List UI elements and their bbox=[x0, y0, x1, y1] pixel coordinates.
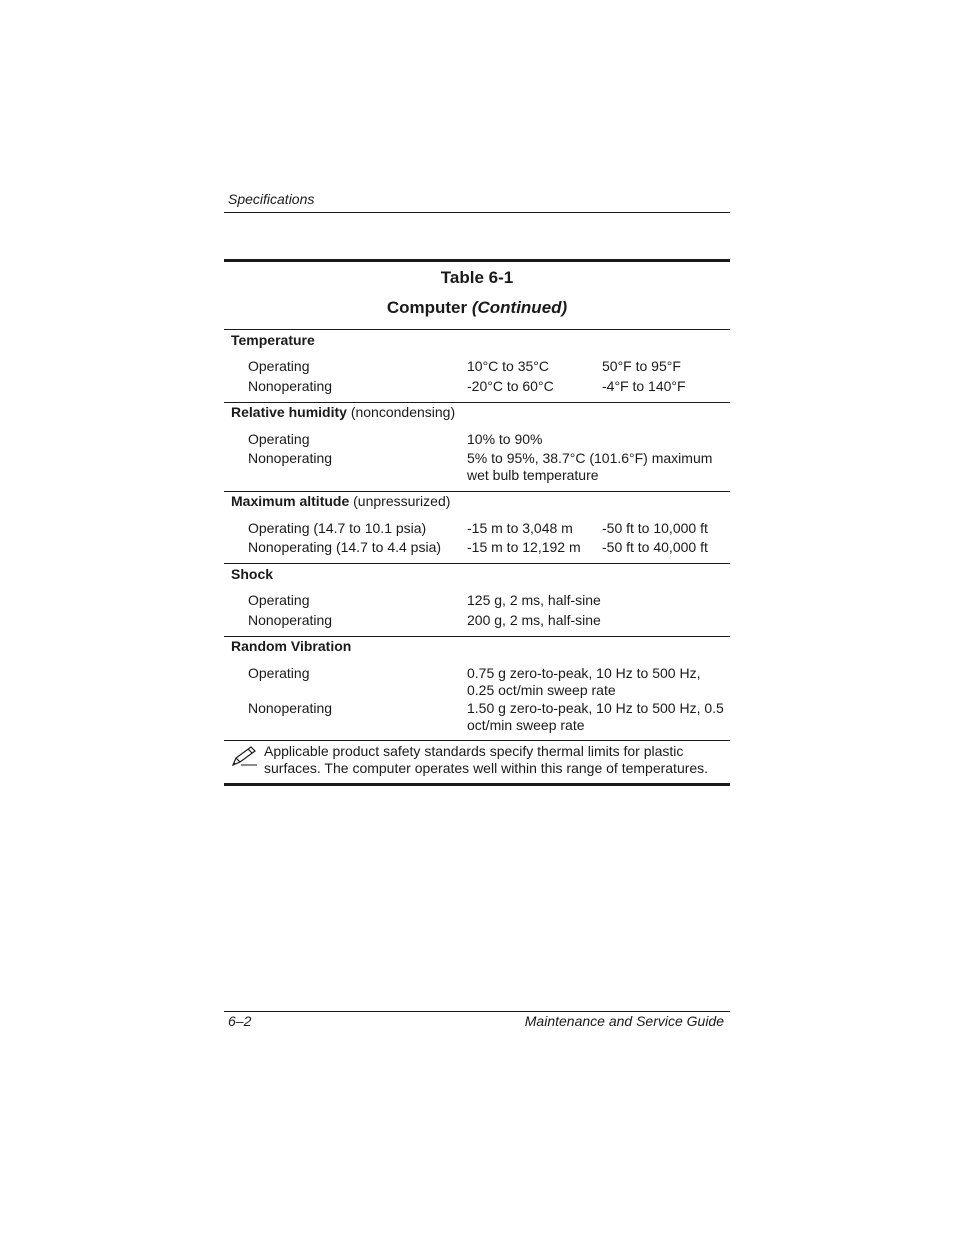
footer-rule bbox=[224, 1011, 730, 1012]
row-label: Operating bbox=[248, 592, 310, 608]
section-divider bbox=[224, 402, 730, 403]
section-heading-altitude bbox=[231, 493, 450, 509]
section-divider bbox=[224, 636, 730, 637]
section-divider bbox=[224, 740, 730, 741]
table-title bbox=[224, 298, 730, 318]
row-metric-value: -15 m to 3,048 m bbox=[467, 520, 573, 536]
row-metric-value: -20°C to 60°C bbox=[467, 378, 554, 394]
header-rule bbox=[224, 212, 730, 213]
table-bottom-rule bbox=[224, 783, 730, 786]
section-heading-vibration bbox=[231, 638, 351, 654]
row-label: Nonoperating bbox=[248, 378, 333, 394]
section-heading-shock bbox=[231, 566, 273, 582]
table-title-main: Computer bbox=[386, 298, 468, 317]
table-number: Table 6-1 bbox=[440, 268, 514, 287]
row-value: 10% to 90% bbox=[467, 431, 543, 447]
row-imperial-value: 50°F to 95°F bbox=[602, 358, 681, 374]
row-imperial-value: -50 ft to 40,000 ft bbox=[602, 539, 708, 555]
row-value: 125 g, 2 ms, half-sine bbox=[467, 592, 601, 608]
row-value: 5% to 95%, 38.7°C (101.6°F) maximum wet bulb temperature bbox=[467, 450, 713, 483]
section-heading-note: (unpressurized) bbox=[353, 493, 451, 509]
section-heading-label: Temperature bbox=[231, 332, 315, 348]
table-top-rule bbox=[224, 259, 730, 262]
row-label: Operating bbox=[248, 665, 310, 681]
section-heading-label: Relative humidity bbox=[231, 404, 347, 420]
row-label: Operating bbox=[248, 431, 310, 447]
note-text: Applicable product safety standards specify thermal limits for plastic surfaces. The computer operates well within this range of temperatures. bbox=[264, 743, 709, 776]
section-heading-temperature bbox=[231, 332, 315, 348]
section-heading-label: Random Vibration bbox=[231, 638, 352, 654]
section-heading-humidity bbox=[231, 404, 455, 420]
row-label: Operating (14.7 to 10.1 psia) bbox=[248, 520, 427, 536]
row-value: 0.75 g zero-to-peak, 10 Hz to 500 Hz, 0.25 oct/min sweep rate bbox=[467, 665, 701, 698]
row-label: Nonoperating bbox=[248, 700, 333, 716]
section-heading-label: Maximum altitude bbox=[231, 493, 350, 509]
section-divider bbox=[224, 563, 730, 564]
row-label: Nonoperating (14.7 to 4.4 psia) bbox=[248, 539, 442, 555]
row-value: 1.50 g zero-to-peak, 10 Hz to 500 Hz, 0.5 oct/min sweep rate bbox=[467, 700, 724, 733]
row-imperial-value: -4°F to 140°F bbox=[602, 378, 686, 394]
row-metric-value: -15 m to 12,192 m bbox=[467, 539, 581, 555]
row-metric-value: 10°C to 35°C bbox=[467, 358, 550, 374]
row-label: Nonoperating bbox=[248, 612, 333, 628]
table-title-suffix: (Continued) bbox=[471, 298, 568, 317]
table-title-rule bbox=[224, 329, 730, 330]
row-value: 200 g, 2 ms, half-sine bbox=[467, 612, 601, 628]
running-header: Specifications bbox=[228, 191, 315, 207]
pencil-note-icon bbox=[231, 745, 259, 767]
section-divider bbox=[224, 491, 730, 492]
section-heading-label: Shock bbox=[231, 566, 274, 582]
row-label: Nonoperating bbox=[248, 450, 333, 466]
row-label: Operating bbox=[248, 358, 310, 374]
guide-title: Maintenance and Service Guide bbox=[524, 1013, 724, 1029]
section-heading-note: (noncondensing) bbox=[350, 404, 456, 420]
row-imperial-value: -50 ft to 10,000 ft bbox=[602, 520, 708, 536]
page-number: 6–2 bbox=[228, 1013, 252, 1029]
